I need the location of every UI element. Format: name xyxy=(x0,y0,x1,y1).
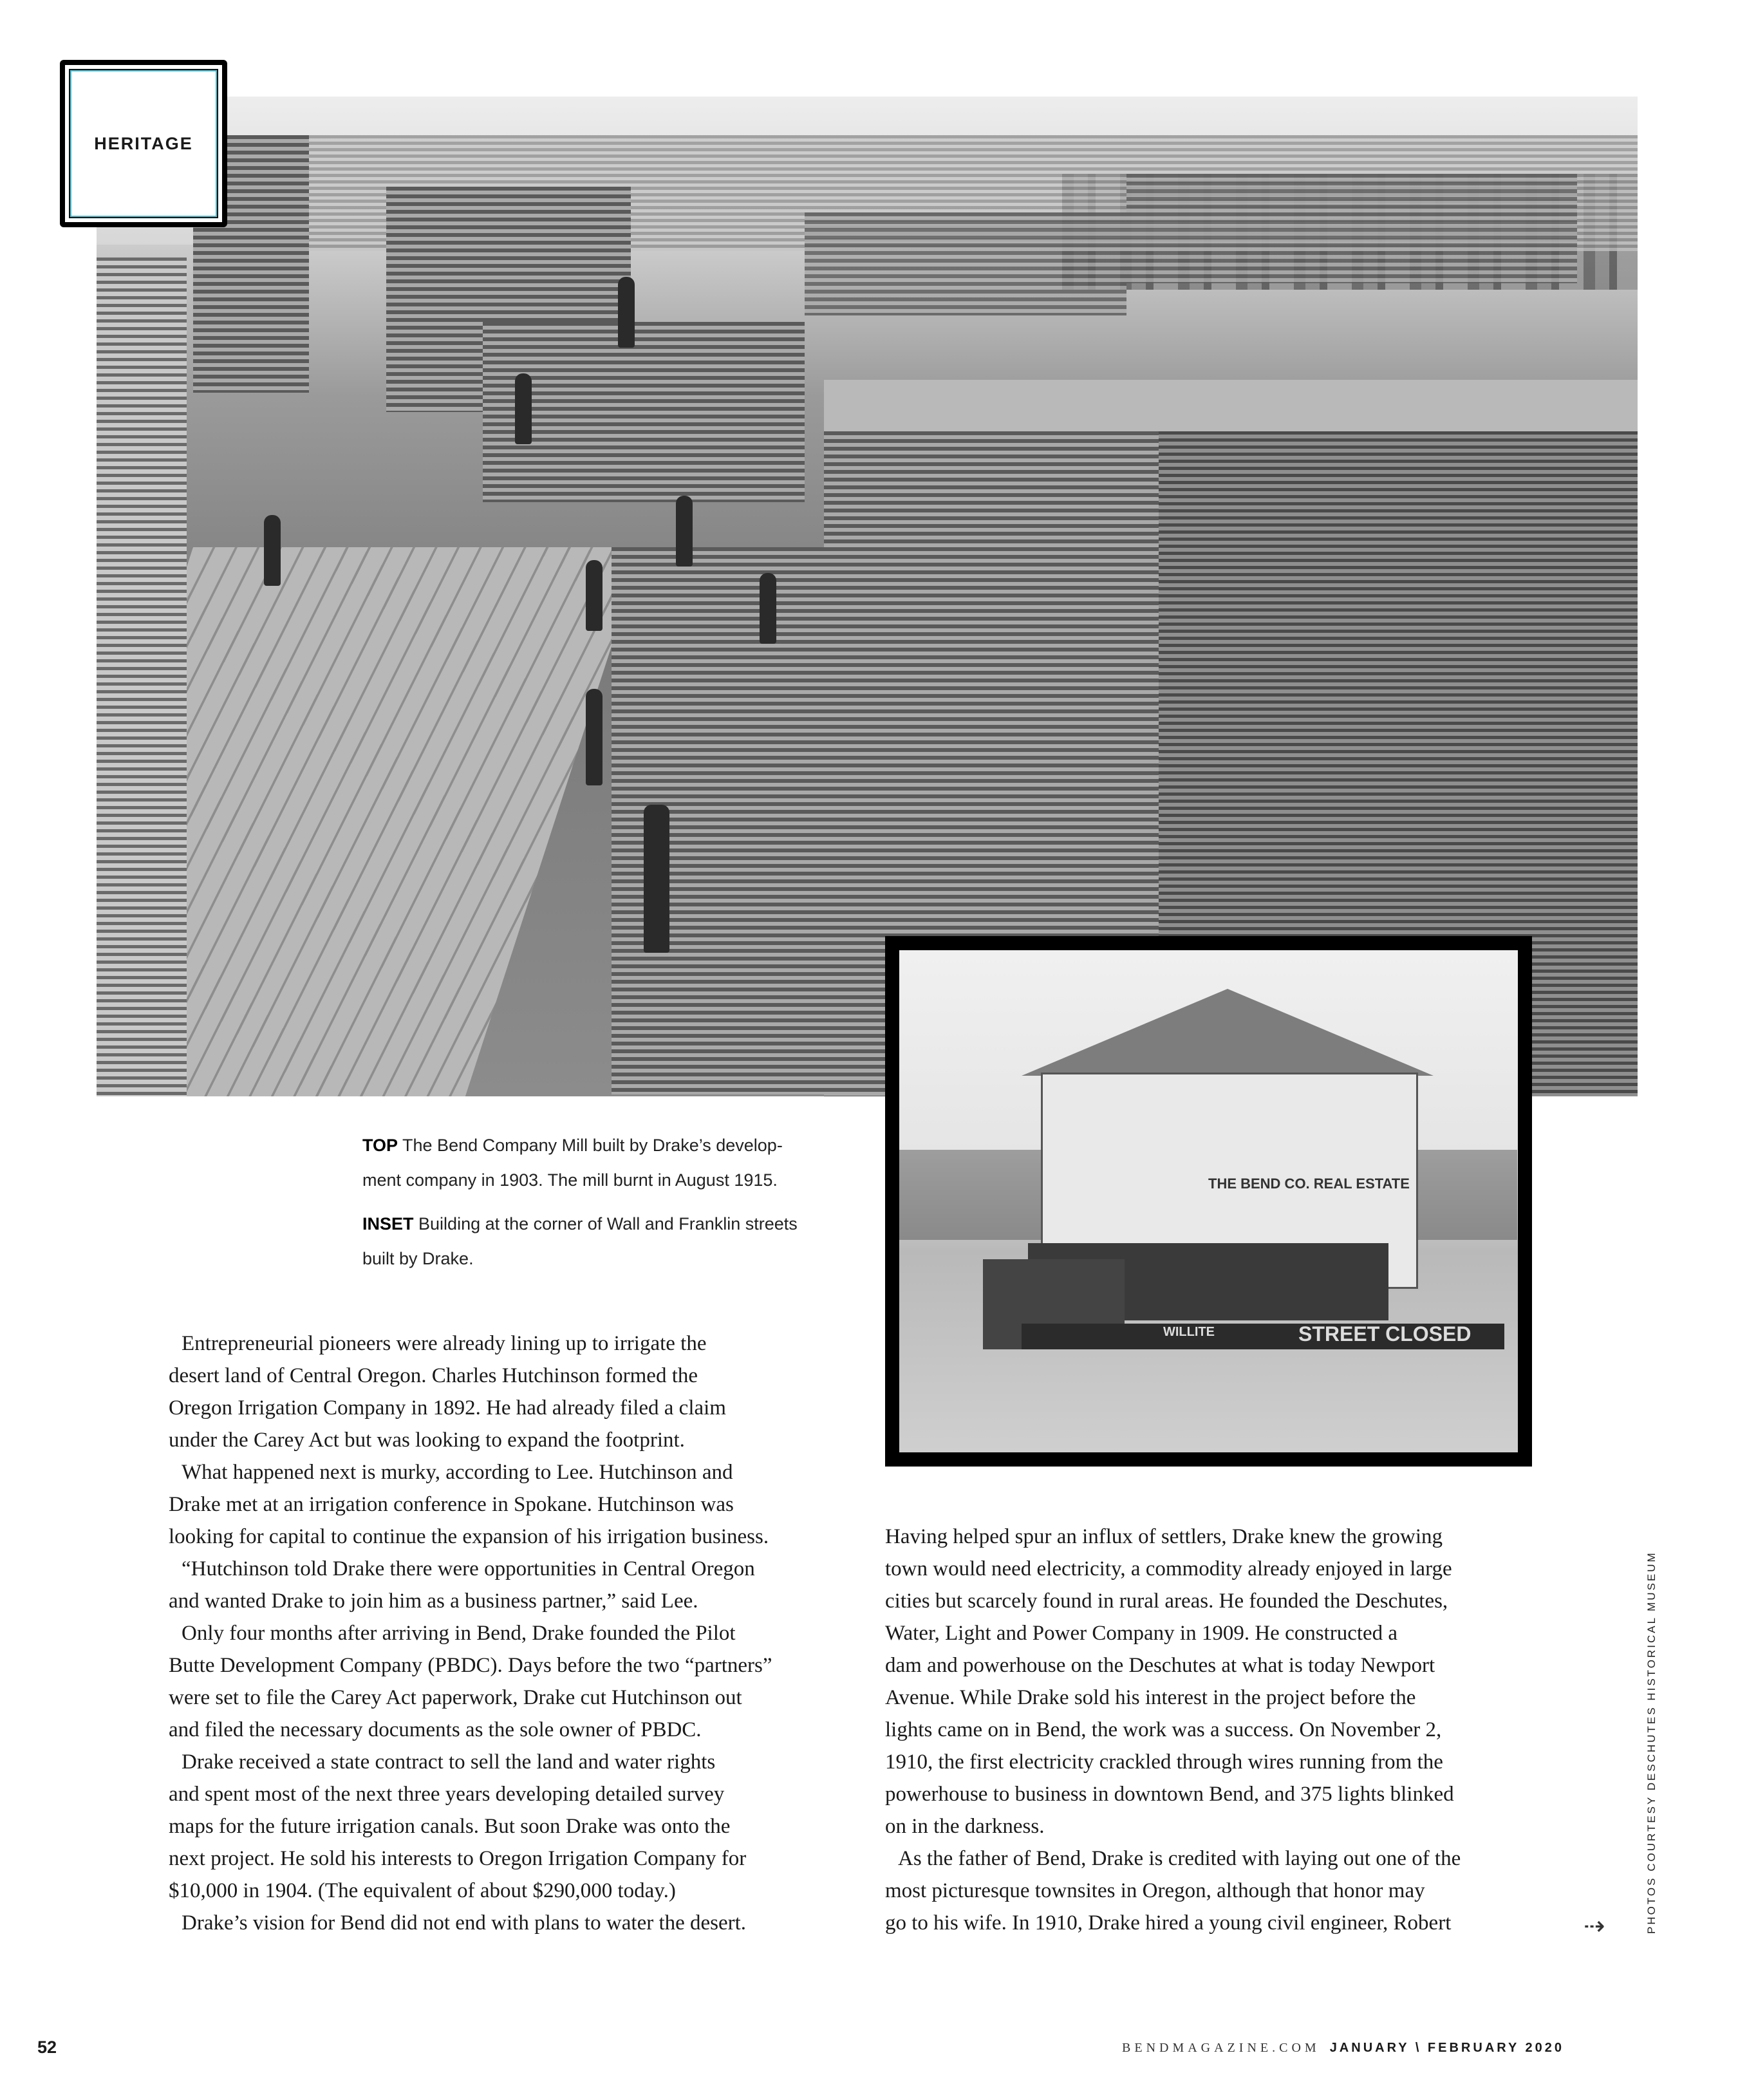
text-line: Drake’s vision for Bend did not end with plans to water the desert. xyxy=(182,1911,747,1935)
photo-caption xyxy=(362,1128,852,1276)
text-line: “Hutchinson told Drake there were opportunities in Central Oregon xyxy=(182,1557,755,1580)
page-number: 52 xyxy=(37,2038,57,2057)
text-line: most picturesque townsites in Oregon, although that honor may xyxy=(885,1879,1425,1902)
caption-top-text-2: ment company in 1903. The mill burnt in August 1915. xyxy=(362,1170,778,1190)
text-line: dam and powerhouse on the Deschutes at what is today Newport xyxy=(885,1654,1435,1677)
text-line: Avenue. While Drake sold his interest in the project before the xyxy=(885,1686,1416,1709)
caption-inset-text: Building at the corner of Wall and Franklin streets xyxy=(418,1214,798,1233)
inset-sign-company: THE BEND CO. REAL ESTATE xyxy=(1208,1176,1410,1192)
text-line: were set to file the Carey Act paperwork, Drake cut Hutchinson out xyxy=(169,1686,742,1709)
caption-inset-label: INSET xyxy=(362,1214,414,1233)
text-line: desert land of Central Oregon. Charles Hutchinson formed the xyxy=(169,1364,698,1387)
text-line: $10,000 in 1904. (The equivalent of about $290,000 today.) xyxy=(169,1879,676,1902)
section-tag-label: HERITAGE xyxy=(94,133,193,153)
caption-inset-text-2: built by Drake. xyxy=(362,1249,474,1268)
footer-site: BENDMAGAZINE.COM xyxy=(1122,2041,1320,2055)
text-line: town would need electricity, a commodity already enjoyed in large xyxy=(885,1557,1452,1580)
text-line: 1910, the first electricity crackled through wires running from the xyxy=(885,1750,1443,1774)
page-footer xyxy=(1122,2041,1564,2056)
continue-arrow-icon: ⇢ xyxy=(1584,1911,1605,1940)
text-line: lights came on in Bend, the work was a success. On November 2, xyxy=(885,1718,1442,1741)
text-line: and spent most of the next three years developing detailed survey xyxy=(169,1783,725,1806)
text-line: Only four months after arriving in Bend, Drake founded the Pilot xyxy=(182,1622,736,1645)
text-line: Entrepreneurial pioneers were already lining up to irrigate the xyxy=(182,1332,707,1355)
photo-credit: PHOTOS COURTESY DESCHUTES HISTORICAL MUSEUM xyxy=(1645,1551,1658,1934)
text-line: next project. He sold his interests to Oregon Irrigation Company for xyxy=(169,1847,747,1870)
text-line: Oregon Irrigation Company in 1892. He had already filed a claim xyxy=(169,1396,726,1420)
article-column-right xyxy=(885,1521,1461,1939)
article-column-left xyxy=(169,1327,772,1939)
caption-top-text: The Bend Company Mill built by Drake’s develop- xyxy=(402,1136,783,1155)
text-line: Drake met at an irrigation conference in Spokane. Hutchinson was xyxy=(169,1493,734,1516)
text-line: and wanted Drake to join him as a business partner,” said Lee. xyxy=(169,1589,698,1613)
text-line: go to his wife. In 1910, Drake hired a young civil engineer, Robert xyxy=(885,1911,1452,1935)
footer-issue: JANUARY \ FEBRUARY 2020 xyxy=(1329,2041,1564,2055)
text-line: Having helped spur an influx of settlers, Drake knew the growing xyxy=(885,1525,1443,1548)
caption-top-label: TOP xyxy=(362,1136,398,1155)
text-line: under the Carey Act but was looking to expand the footprint. xyxy=(169,1429,685,1452)
text-line: What happened next is murky, according to Lee. Hutchinson and xyxy=(182,1461,733,1484)
text-line: cities but scarcely found in rural areas. He founded the Deschutes, xyxy=(885,1589,1448,1613)
section-tag xyxy=(60,60,227,227)
text-line: maps for the future irrigation canals. But soon Drake was onto the xyxy=(169,1815,731,1838)
text-line: powerhouse to business in downtown Bend, and 375 lights blinked xyxy=(885,1783,1454,1806)
text-line: looking for capital to continue the expansion of his irrigation business. xyxy=(169,1525,769,1548)
inset-sign-street-closed: STREET CLOSED xyxy=(1298,1322,1472,1345)
text-line: Drake received a state contract to sell the land and water rights xyxy=(182,1750,716,1774)
text-line: As the father of Bend, Drake is credited with laying out one of the xyxy=(898,1847,1461,1870)
inset-sign-willite: WILLITE xyxy=(1163,1325,1215,1339)
text-line: Butte Development Company (PBDC). Days before the two “partners” xyxy=(169,1654,772,1677)
inset-photo-real-estate-building xyxy=(885,936,1532,1467)
text-line: and filed the necessary documents as the sole owner of PBDC. xyxy=(169,1718,702,1741)
text-line: Water, Light and Power Company in 1909. He constructed a xyxy=(885,1622,1398,1645)
text-line: on in the darkness. xyxy=(885,1815,1045,1838)
